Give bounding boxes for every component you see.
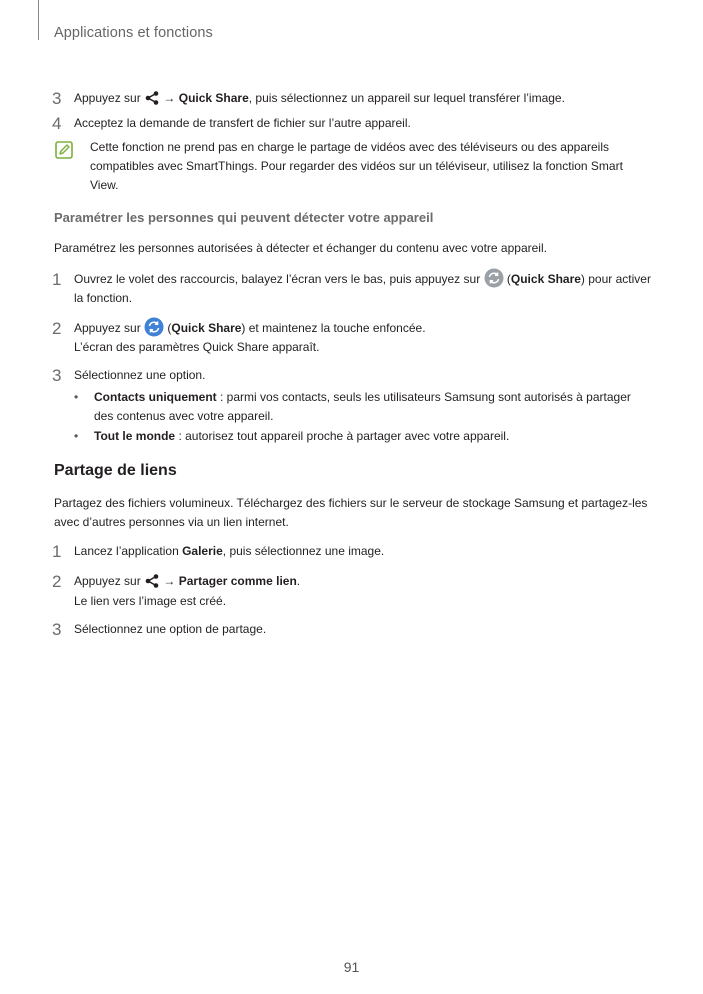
step-bold: Partager comme lien xyxy=(178,574,297,588)
subsection-heading: Paramétrer les personnes qui peuvent détecter votre appareil xyxy=(54,210,434,225)
paren: ( xyxy=(167,321,172,335)
step-bold: Quick Share xyxy=(171,321,242,335)
step-bold: Quick Share xyxy=(178,91,249,105)
step-number: 1 xyxy=(52,542,62,561)
note-line: compatibles avec SmartThings. Pour regarder des vidéos sur un téléviseur, utilisez la fonction Smart xyxy=(90,159,623,173)
share-icon xyxy=(144,90,160,106)
step-number: 1 xyxy=(52,270,62,289)
step-text: Appuyez sur xyxy=(74,91,141,105)
page-number: 91 xyxy=(343,959,360,975)
bullet-bold: Contacts uniquement xyxy=(94,390,217,404)
arrow: → xyxy=(163,574,176,588)
note-pencil-icon xyxy=(54,140,74,160)
step-text: Acceptez la demande de transfert de fichier sur l’autre appareil. xyxy=(74,116,411,130)
step-number: 4 xyxy=(52,114,62,133)
step-text: Ouvrez le volet des raccourcis, balayez l’écran vers le bas, puis appuyez sur xyxy=(74,272,481,286)
quick-share-icon xyxy=(484,268,504,288)
step-number: 3 xyxy=(52,89,62,108)
section-heading: Partage de liens xyxy=(54,462,177,479)
note-line: View. xyxy=(90,178,119,192)
bullet-contacts-only xyxy=(74,387,631,407)
header-rule xyxy=(38,0,39,40)
step-continuation: Le lien vers l’image est créé. xyxy=(74,594,227,608)
step-number: 2 xyxy=(52,319,62,338)
step-share-as-link xyxy=(52,571,300,592)
step-text: Sélectionnez une option. xyxy=(74,368,206,382)
header-title: Applications et fonctions xyxy=(54,25,213,41)
note-line: Cette fonction ne prend pas en charge le partage de vidéos avec des téléviseurs ou des appareils xyxy=(90,140,609,154)
step-text: Sélectionnez une option de partage. xyxy=(74,622,267,636)
quick-share-icon xyxy=(144,317,164,337)
step-launch-gallery xyxy=(52,541,384,562)
step-text-after: ) pour activer xyxy=(580,272,651,286)
links-intro-line: Partagez des fichiers volumineux. Téléchargez des fichiers sur le serveur de stockage Samsung et partagez-les xyxy=(54,496,648,510)
bullet-bold: Tout le monde xyxy=(94,429,176,443)
step-text-after: . xyxy=(296,574,301,588)
bullet-text: : autorisez tout appareil proche à partager avec votre appareil. xyxy=(175,429,510,443)
step-select-option xyxy=(52,365,205,386)
step-bold: Quick Share xyxy=(510,272,581,286)
arrow: → xyxy=(163,91,176,105)
step-hold-quick-share xyxy=(52,317,426,339)
step-text: Appuyez sur xyxy=(74,321,141,335)
paren: ( xyxy=(506,272,511,286)
step-number: 3 xyxy=(52,620,62,639)
step-text-after: , puis sélectionnez une image. xyxy=(222,544,385,558)
step-continuation: la fonction. xyxy=(74,291,133,305)
links-intro-line: avec d’autres personnes via un lien internet. xyxy=(54,515,289,529)
step-text: Lancez l’application xyxy=(74,544,183,558)
share-icon xyxy=(144,573,160,589)
step-share-quick-share xyxy=(52,88,565,109)
detect-intro: Paramétrez les personnes autorisées à détecter et échanger du contenu avec votre appareil. xyxy=(54,241,547,255)
step-text-after: , puis sélectionnez un appareil sur lequel transférer l’image. xyxy=(248,91,565,105)
step-select-share-option xyxy=(52,619,266,640)
step-open-quick-panel xyxy=(52,268,651,290)
step-number: 2 xyxy=(52,572,62,591)
step-accept-transfer xyxy=(52,113,411,134)
step-text-after: ) et maintenez la touche enfoncée. xyxy=(241,321,426,335)
step-text: Appuyez sur xyxy=(74,574,141,588)
bullet-continuation: des contenus avec votre appareil. xyxy=(94,409,274,423)
bullet-dot: • xyxy=(74,390,79,404)
step-continuation: L’écran des paramètres Quick Share apparaît. xyxy=(74,340,320,354)
step-number: 3 xyxy=(52,366,62,385)
step-bold: Galerie xyxy=(182,544,223,558)
bullet-dot: • xyxy=(74,429,79,443)
bullet-text: : parmi vos contacts, seuls les utilisateurs Samsung sont autorisés à partager xyxy=(216,390,631,404)
bullet-everyone xyxy=(74,426,509,446)
